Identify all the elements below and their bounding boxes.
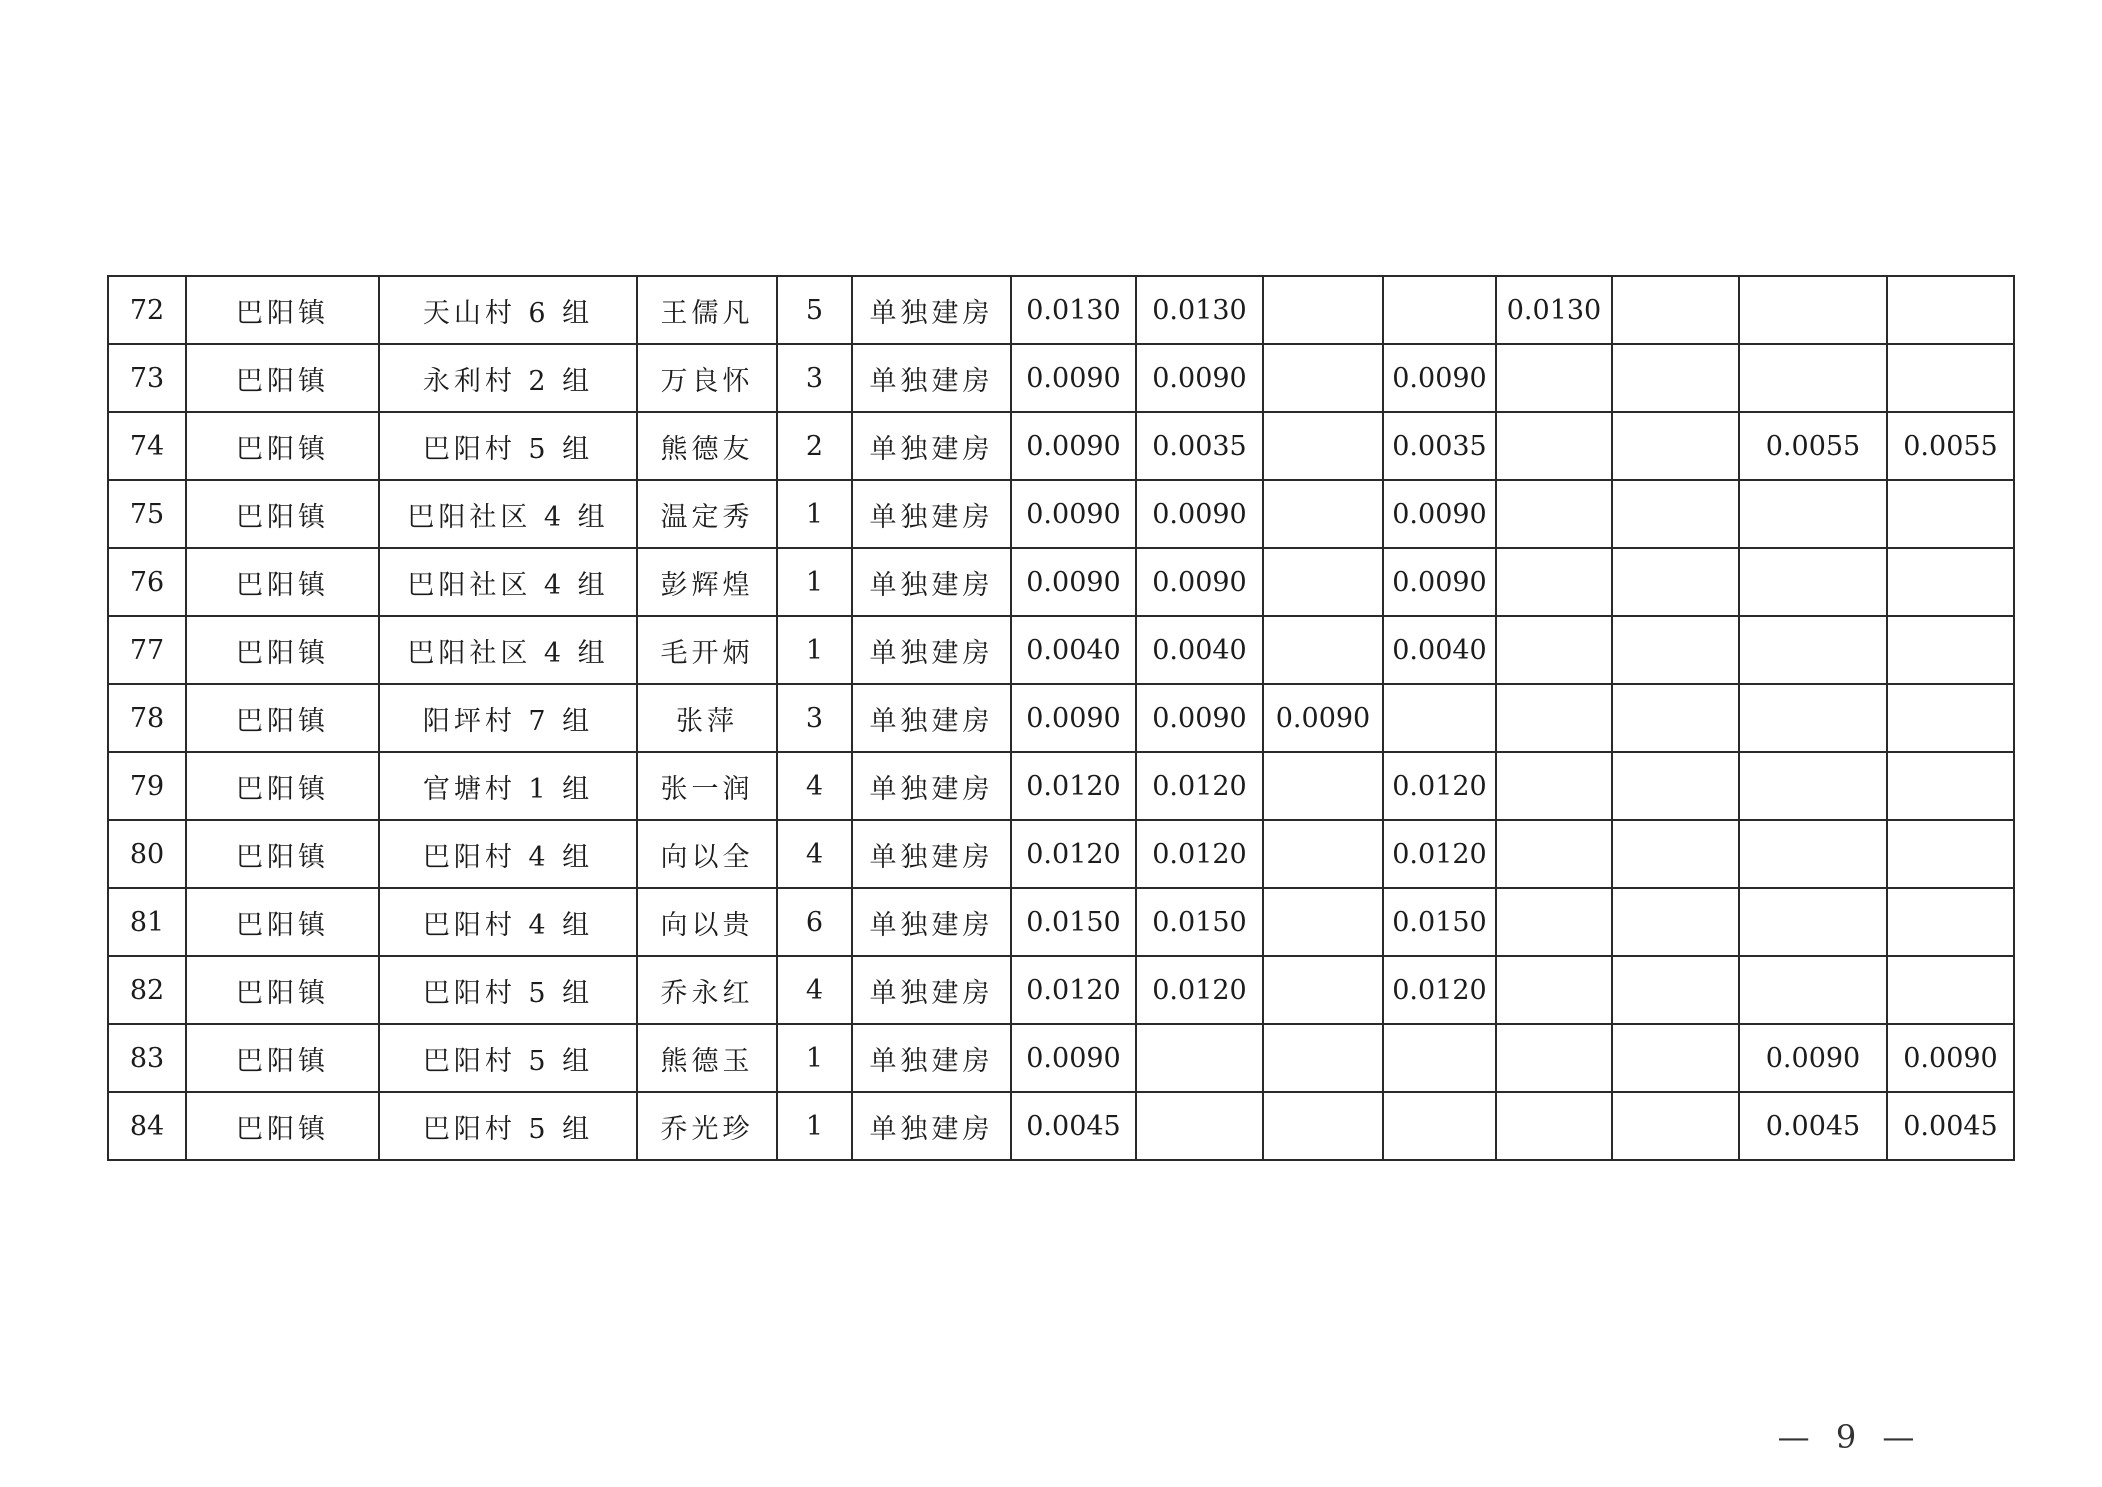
cell-area-col5: [1496, 412, 1612, 480]
cell-build-type: 单独建房: [852, 480, 1011, 548]
land-use-table: [107, 275, 2015, 1161]
cell-build-type: 单独建房: [852, 820, 1011, 888]
cell-area-col8: [1887, 480, 2014, 548]
cell-area-col7: [1739, 752, 1887, 820]
table-row: [108, 344, 2014, 412]
cell-area-col7: [1739, 956, 1887, 1024]
page-number: — 9 —: [1777, 1418, 1923, 1456]
cell-area-col1: 0.0130: [1011, 276, 1136, 344]
cell-area-col2: 0.0040: [1136, 616, 1263, 684]
cell-row-number: 77: [108, 616, 186, 684]
cell-area-col4: [1383, 276, 1496, 344]
cell-household-name: 熊德玉: [637, 1024, 777, 1092]
cell-household-size: 5: [777, 276, 852, 344]
cell-area-col6: [1612, 344, 1739, 412]
cell-area-col6: [1612, 1024, 1739, 1092]
table-row: [108, 616, 2014, 684]
cell-area-col5: [1496, 548, 1612, 616]
cell-build-type: 单独建房: [852, 276, 1011, 344]
cell-area-col5: [1496, 1092, 1612, 1160]
table-row: [108, 1092, 2014, 1160]
table-row: [108, 276, 2014, 344]
cell-area-col1: 0.0090: [1011, 412, 1136, 480]
cell-area-col8: [1887, 820, 2014, 888]
cell-area-col2: 0.0090: [1136, 480, 1263, 548]
cell-area-col1: 0.0150: [1011, 888, 1136, 956]
cell-household-name: 向以全: [637, 820, 777, 888]
cell-area-col5: [1496, 616, 1612, 684]
cell-area-col6: [1612, 616, 1739, 684]
cell-area-col2: 0.0120: [1136, 820, 1263, 888]
cell-area-col5: [1496, 684, 1612, 752]
cell-build-type: 单独建房: [852, 548, 1011, 616]
cell-area-col5: [1496, 752, 1612, 820]
table-row: [108, 548, 2014, 616]
cell-build-type: 单独建房: [852, 1024, 1011, 1092]
cell-area-col6: [1612, 276, 1739, 344]
cell-row-number: 83: [108, 1024, 186, 1092]
cell-village-group: 天山村 6 组: [379, 276, 637, 344]
cell-village-group: 巴阳村 5 组: [379, 1024, 637, 1092]
table-row: [108, 480, 2014, 548]
cell-household-size: 3: [777, 684, 852, 752]
cell-household-name: 熊德友: [637, 412, 777, 480]
cell-household-name: 张一润: [637, 752, 777, 820]
cell-area-col7: [1739, 684, 1887, 752]
cell-area-col3: [1263, 956, 1383, 1024]
cell-area-col3: [1263, 820, 1383, 888]
cell-village-group: 巴阳村 4 组: [379, 888, 637, 956]
cell-area-col4: [1383, 1092, 1496, 1160]
table-row: [108, 412, 2014, 480]
cell-area-col5: [1496, 1024, 1612, 1092]
cell-household-name: 万良怀: [637, 344, 777, 412]
cell-household-size: 4: [777, 752, 852, 820]
cell-build-type: 单独建房: [852, 344, 1011, 412]
cell-area-col7: [1739, 548, 1887, 616]
cell-area-col1: 0.0040: [1011, 616, 1136, 684]
cell-area-col2: [1136, 1092, 1263, 1160]
cell-village-group: 巴阳社区 4 组: [379, 480, 637, 548]
cell-row-number: 73: [108, 344, 186, 412]
cell-area-col3: [1263, 480, 1383, 548]
cell-area-col2: 0.0130: [1136, 276, 1263, 344]
cell-build-type: 单独建房: [852, 684, 1011, 752]
cell-area-col7: 0.0045: [1739, 1092, 1887, 1160]
cell-area-col7: [1739, 344, 1887, 412]
cell-town: 巴阳镇: [186, 616, 379, 684]
cell-town: 巴阳镇: [186, 344, 379, 412]
cell-build-type: 单独建房: [852, 956, 1011, 1024]
cell-row-number: 72: [108, 276, 186, 344]
cell-row-number: 75: [108, 480, 186, 548]
cell-area-col3: [1263, 276, 1383, 344]
cell-row-number: 80: [108, 820, 186, 888]
cell-village-group: 永利村 2 组: [379, 344, 637, 412]
cell-household-name: 温定秀: [637, 480, 777, 548]
cell-area-col3: [1263, 1092, 1383, 1160]
cell-household-name: 彭辉煌: [637, 548, 777, 616]
cell-area-col8: [1887, 344, 2014, 412]
cell-area-col5: 0.0130: [1496, 276, 1612, 344]
cell-household-name: 毛开炳: [637, 616, 777, 684]
cell-area-col4: 0.0090: [1383, 344, 1496, 412]
cell-household-name: 乔光珍: [637, 1092, 777, 1160]
cell-area-col2: 0.0090: [1136, 548, 1263, 616]
cell-area-col4: 0.0090: [1383, 480, 1496, 548]
cell-area-col6: [1612, 412, 1739, 480]
cell-area-col4: 0.0090: [1383, 548, 1496, 616]
cell-area-col5: [1496, 820, 1612, 888]
cell-build-type: 单独建房: [852, 1092, 1011, 1160]
cell-area-col6: [1612, 752, 1739, 820]
cell-area-col7: [1739, 888, 1887, 956]
cell-area-col2: 0.0090: [1136, 684, 1263, 752]
cell-village-group: 巴阳村 5 组: [379, 1092, 637, 1160]
cell-village-group: 官塘村 1 组: [379, 752, 637, 820]
cell-household-size: 1: [777, 480, 852, 548]
cell-household-size: 6: [777, 888, 852, 956]
cell-area-col3: [1263, 412, 1383, 480]
cell-row-number: 81: [108, 888, 186, 956]
cell-area-col8: 0.0090: [1887, 1024, 2014, 1092]
cell-household-size: 1: [777, 1092, 852, 1160]
cell-area-col1: 0.0120: [1011, 752, 1136, 820]
cell-town: 巴阳镇: [186, 1092, 379, 1160]
cell-area-col6: [1612, 480, 1739, 548]
cell-area-col3: [1263, 752, 1383, 820]
cell-area-col3: [1263, 888, 1383, 956]
cell-area-col6: [1612, 888, 1739, 956]
cell-area-col3: [1263, 1024, 1383, 1092]
table-row: [108, 752, 2014, 820]
cell-area-col7: 0.0090: [1739, 1024, 1887, 1092]
cell-household-name: 乔永红: [637, 956, 777, 1024]
cell-area-col8: [1887, 888, 2014, 956]
cell-village-group: 巴阳社区 4 组: [379, 548, 637, 616]
cell-row-number: 78: [108, 684, 186, 752]
cell-household-size: 2: [777, 412, 852, 480]
cell-village-group: 巴阳村 5 组: [379, 412, 637, 480]
cell-town: 巴阳镇: [186, 956, 379, 1024]
cell-area-col8: [1887, 276, 2014, 344]
cell-town: 巴阳镇: [186, 888, 379, 956]
cell-area-col3: [1263, 616, 1383, 684]
cell-area-col4: [1383, 1024, 1496, 1092]
cell-village-group: 巴阳村 5 组: [379, 956, 637, 1024]
cell-town: 巴阳镇: [186, 276, 379, 344]
cell-area-col7: [1739, 616, 1887, 684]
cell-area-col6: [1612, 548, 1739, 616]
cell-household-size: 1: [777, 548, 852, 616]
cell-area-col1: 0.0090: [1011, 548, 1136, 616]
cell-household-size: 3: [777, 344, 852, 412]
table-row: [108, 820, 2014, 888]
cell-area-col6: [1612, 684, 1739, 752]
cell-area-col2: 0.0120: [1136, 752, 1263, 820]
cell-area-col2: [1136, 1024, 1263, 1092]
cell-area-col8: 0.0045: [1887, 1092, 2014, 1160]
cell-area-col8: 0.0055: [1887, 412, 2014, 480]
cell-area-col7: [1739, 480, 1887, 548]
cell-household-size: 4: [777, 820, 852, 888]
table-body: [108, 276, 2014, 1160]
cell-build-type: 单独建房: [852, 412, 1011, 480]
cell-town: 巴阳镇: [186, 480, 379, 548]
cell-area-col1: 0.0045: [1011, 1092, 1136, 1160]
cell-row-number: 84: [108, 1092, 186, 1160]
cell-area-col8: [1887, 752, 2014, 820]
cell-area-col6: [1612, 820, 1739, 888]
cell-town: 巴阳镇: [186, 752, 379, 820]
cell-area-col1: 0.0090: [1011, 684, 1136, 752]
cell-area-col4: 0.0120: [1383, 820, 1496, 888]
table-row: [108, 956, 2014, 1024]
cell-area-col2: 0.0120: [1136, 956, 1263, 1024]
cell-area-col6: [1612, 1092, 1739, 1160]
cell-town: 巴阳镇: [186, 1024, 379, 1092]
cell-household-size: 1: [777, 616, 852, 684]
cell-household-name: 张萍: [637, 684, 777, 752]
cell-town: 巴阳镇: [186, 548, 379, 616]
cell-area-col7: 0.0055: [1739, 412, 1887, 480]
cell-area-col3: [1263, 548, 1383, 616]
table-row: [108, 888, 2014, 956]
table-row: [108, 1024, 2014, 1092]
cell-row-number: 82: [108, 956, 186, 1024]
cell-build-type: 单独建房: [852, 752, 1011, 820]
cell-village-group: 巴阳社区 4 组: [379, 616, 637, 684]
cell-area-col2: 0.0035: [1136, 412, 1263, 480]
cell-household-size: 4: [777, 956, 852, 1024]
cell-row-number: 74: [108, 412, 186, 480]
cell-area-col5: [1496, 888, 1612, 956]
cell-area-col8: [1887, 956, 2014, 1024]
cell-row-number: 76: [108, 548, 186, 616]
cell-area-col4: 0.0035: [1383, 412, 1496, 480]
cell-area-col4: 0.0120: [1383, 752, 1496, 820]
cell-area-col8: [1887, 684, 2014, 752]
cell-area-col5: [1496, 956, 1612, 1024]
cell-build-type: 单独建房: [852, 888, 1011, 956]
cell-area-col1: 0.0120: [1011, 820, 1136, 888]
cell-household-name: 向以贵: [637, 888, 777, 956]
cell-area-col3: [1263, 344, 1383, 412]
cell-area-col2: 0.0150: [1136, 888, 1263, 956]
cell-area-col1: 0.0120: [1011, 956, 1136, 1024]
cell-area-col2: 0.0090: [1136, 344, 1263, 412]
cell-row-number: 79: [108, 752, 186, 820]
cell-town: 巴阳镇: [186, 684, 379, 752]
cell-village-group: 巴阳村 4 组: [379, 820, 637, 888]
cell-area-col4: 0.0150: [1383, 888, 1496, 956]
cell-household-size: 1: [777, 1024, 852, 1092]
cell-area-col6: [1612, 956, 1739, 1024]
cell-area-col1: 0.0090: [1011, 480, 1136, 548]
cell-area-col5: [1496, 344, 1612, 412]
table-row: [108, 684, 2014, 752]
cell-village-group: 阳坪村 7 组: [379, 684, 637, 752]
cell-area-col4: 0.0120: [1383, 956, 1496, 1024]
cell-build-type: 单独建房: [852, 616, 1011, 684]
cell-area-col4: 0.0040: [1383, 616, 1496, 684]
cell-household-name: 王儒凡: [637, 276, 777, 344]
cell-area-col1: 0.0090: [1011, 344, 1136, 412]
cell-town: 巴阳镇: [186, 412, 379, 480]
cell-area-col8: [1887, 616, 2014, 684]
cell-area-col5: [1496, 480, 1612, 548]
cell-area-col7: [1739, 820, 1887, 888]
cell-town: 巴阳镇: [186, 820, 379, 888]
cell-area-col7: [1739, 276, 1887, 344]
cell-area-col8: [1887, 548, 2014, 616]
cell-area-col1: 0.0090: [1011, 1024, 1136, 1092]
cell-area-col4: [1383, 684, 1496, 752]
cell-area-col3: 0.0090: [1263, 684, 1383, 752]
